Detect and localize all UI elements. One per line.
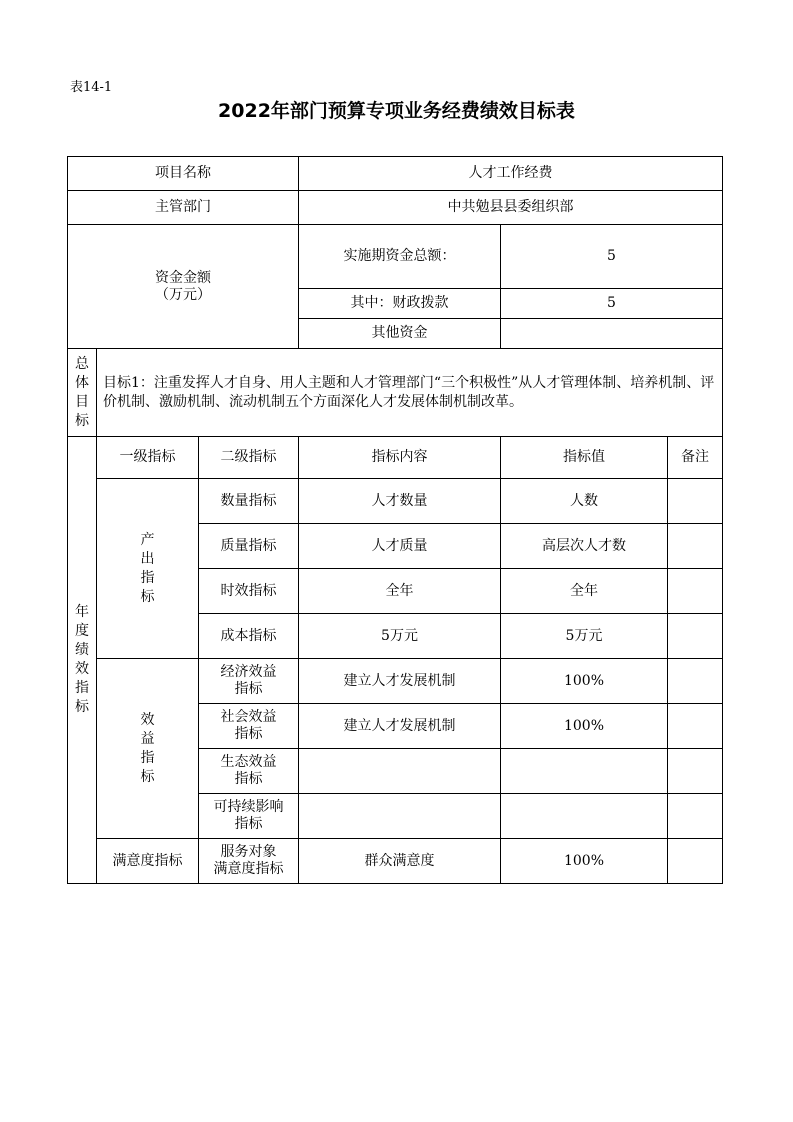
row-level2: 时效指标 (199, 569, 299, 614)
level2-line: 指标 (234, 816, 263, 832)
row-value: 5万元 (501, 614, 668, 659)
goal-label-char: 体 (75, 374, 89, 391)
benefit-label-char: 标 (140, 768, 155, 785)
level2-line: 生态效益 (220, 754, 277, 770)
benefit-label-char: 指 (140, 749, 155, 766)
row-level2 (199, 839, 299, 884)
total-fund-value: 5 (501, 225, 723, 289)
header-level2: 二级指标 (199, 437, 299, 479)
level2-line: 指标 (234, 681, 263, 697)
header-content: 指标内容 (299, 437, 501, 479)
row-value: 全年 (501, 569, 668, 614)
level2-line: 指标 (234, 726, 263, 742)
row-content: 群众满意度 (299, 839, 501, 884)
row-level2: 数量指标 (199, 479, 299, 524)
goal-label-char: 目 (75, 393, 89, 410)
row-content (299, 749, 501, 794)
row-level2 (199, 794, 299, 839)
annual-label-char: 效 (75, 661, 89, 677)
finance-fund-label: 其中：财政拨款 (299, 289, 501, 319)
annual-label-char: 指 (75, 680, 89, 696)
goal-label-char: 总 (75, 355, 89, 372)
annual-label-char: 标 (75, 699, 89, 715)
row-level2 (199, 704, 299, 749)
row-note (668, 749, 723, 794)
annual-label-char: 年 (75, 604, 89, 620)
row-value (501, 749, 668, 794)
project-name-value: 人才工作经费 (299, 157, 723, 191)
output-label-char: 产 (140, 531, 155, 548)
project-name-label: 项目名称 (68, 157, 299, 191)
total-fund-label: 实施期资金总额： (299, 225, 501, 289)
goal-label-char: 标 (75, 412, 89, 429)
row-value: 100% (501, 704, 668, 749)
overall-goal-label (68, 349, 97, 437)
row-content (299, 794, 501, 839)
page-title: 2022年部门预算专项业务经费绩效目标表 (218, 100, 575, 122)
row-note (668, 614, 723, 659)
level2-line: 指标 (234, 771, 263, 787)
overall-goal-text: 目标1：注重发挥人才自身、用人主题和人才管理部门“三个积极性”从人才管理体制、培养机制、评价机制、激励机制、流动机制五个方面深化人才发展体制机制改革。 (97, 349, 723, 437)
other-fund-value (501, 319, 723, 349)
row-content: 全年 (299, 569, 501, 614)
row-value (501, 794, 668, 839)
level2-line: 社会效益 (220, 709, 277, 725)
row-note (668, 479, 723, 524)
level2-line: 经济效益 (220, 664, 277, 680)
row-level2: 成本指标 (199, 614, 299, 659)
row-value: 100% (501, 659, 668, 704)
other-fund-label: 其他资金 (299, 319, 501, 349)
row-content: 建立人才发展机制 (299, 659, 501, 704)
annual-label-char: 绩 (75, 642, 89, 658)
fund-label-line1: 资金金额 (155, 269, 211, 286)
row-content: 人才质量 (299, 524, 501, 569)
header-level1: 一级指标 (97, 437, 199, 479)
row-note (668, 794, 723, 839)
benefit-label-char: 效 (140, 711, 155, 728)
row-content: 建立人才发展机制 (299, 704, 501, 749)
output-label-char: 出 (140, 550, 155, 567)
level2-line: 可持续影响 (213, 799, 284, 815)
annual-label-char: 度 (75, 623, 89, 639)
performance-table (67, 156, 723, 884)
row-level2 (199, 659, 299, 704)
finance-fund-value: 5 (501, 289, 723, 319)
row-value: 100% (501, 839, 668, 884)
benefit-label-char: 益 (140, 730, 155, 747)
header-note: 备注 (668, 437, 723, 479)
row-note (668, 569, 723, 614)
row-level2 (199, 749, 299, 794)
row-note (668, 659, 723, 704)
satisfaction-indicator-label: 满意度指标 (97, 839, 199, 884)
row-value: 高层次人才数 (501, 524, 668, 569)
benefit-indicator-label (97, 659, 199, 839)
output-label-char: 指 (140, 569, 155, 586)
header-value: 指标值 (501, 437, 668, 479)
row-content: 5万元 (299, 614, 501, 659)
fund-amount-label (68, 225, 299, 349)
level2-line: 服务对象 (220, 844, 277, 860)
dept-label: 主管部门 (68, 191, 299, 225)
row-note (668, 704, 723, 749)
dept-value: 中共勉县县委组织部 (299, 191, 723, 225)
output-label-char: 标 (140, 588, 155, 605)
row-note (668, 839, 723, 884)
output-indicator-label (97, 479, 199, 659)
fund-label-line2: （万元） (155, 286, 211, 303)
annual-indicator-label (68, 437, 97, 884)
row-note (668, 524, 723, 569)
table-number: 表14-1 (70, 80, 113, 95)
row-level2: 质量指标 (199, 524, 299, 569)
row-content: 人才数量 (299, 479, 501, 524)
level2-line: 满意度指标 (213, 861, 284, 877)
row-value: 人数 (501, 479, 668, 524)
